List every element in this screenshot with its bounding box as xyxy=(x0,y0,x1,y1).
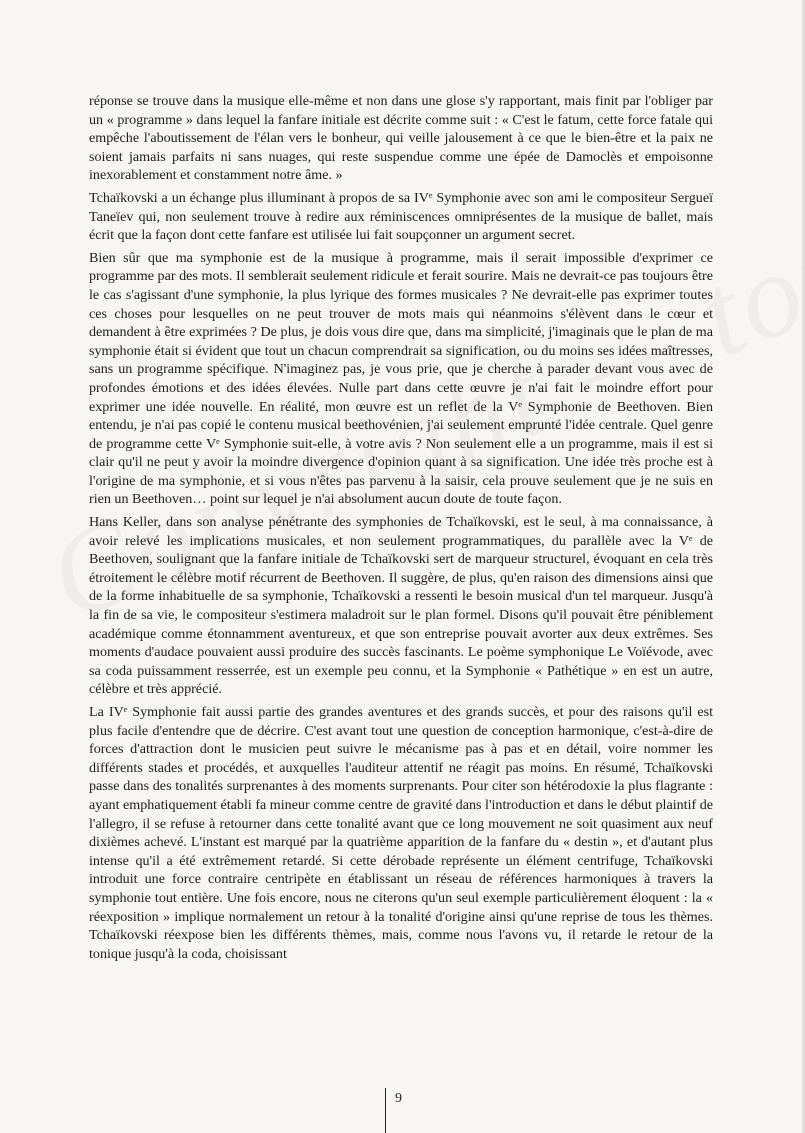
footer-divider xyxy=(385,1088,386,1133)
paragraph-1: réponse se trouve dans la musique elle-même et non dans une glose s'y rapportant, mais finit par l'obliger par un « programme » dans lequel la fanfare initiale est décrite comme suit : « C'est le fatum, cette force fatale qui empêche l'aboutissement de l'élan vers le bonheur, qui veille jalousement à ce que le bien-être et la paix ne soient jamais parfaits ni sans nuages, qui reste suspendue comme une épée de Damoclès et empoisonne inexorablement et constamment notre âme. » xyxy=(89,93,713,184)
body-text xyxy=(89,92,713,967)
paragraph-2: Tchaïkovski a un échange plus illuminant à propos de sa IVᵉ Symphonie avec son ami le compositeur Sergueï Taneïev qui, non seulement trouve à redire aux réminiscences omniprésentes de la musique de ballet, mais écrit que la façon dont cette fanfare est utilisée lui fait soupçonner un argument secret. xyxy=(89,189,713,244)
paragraph-5: La IVᵉ Symphonie fait aussi partie des grandes aventures et des grands succès, et pour des raisons qu'il est plus facile d'entendre que de décrire. C'est avant tout une question de conception harmonique, c'est-à-dire de forces d'attraction dont le musicien peut suivre le mécanisme pas à pas et en détail, voire nommer les différents stades et procédés, et auxquelles l'auditeur attentif ne réagit pas moins. En résumé, Tchaïkovski passe dans des tonalités surprenantes à des moments surprenants. Pour citer son hétérodoxie la plus flagrante : ayant emphatiquement établi fa mineur comme centre de gravité dans l'introduction et dans le début plaintif de l'allegro, il se refuse à retourner dans cette tonalité avant que ce long mouvement ne soit quasiment aux neuf dixièmes achevé. L'instant est marqué par la quatrième apparition de la fanfare du « destin », et d'autant plus intense qu'il a été extrêmement retardé. Si cette dérobade représente un élément centrifuge, Tchaïkovski introduit une force contraire centripète en établissant un réseau de références harmoniques à travers la symphonie tout entière. Une fois encore, nous ne citerons qu'un seul exemple particulièrement éloquent : la « réexposition » implique normalement un retour à la tonalité d'origine ainsi qu'une reprise de tous les thèmes. Tchaïkovski réexpose bien les différents thèmes, mais, comme nous l'avons vu, il retarde le retour de la tonique jusqu'à la coda, choisissant xyxy=(89,704,714,962)
paragraph-4: Hans Keller, dans son analyse pénétrante des symphonies de Tchaïkovski, est le seul, à ma connaissance, à avoir relevé les implications musicales, et non seulement programmatiques, du parallèle avec la Vᵉ de Beethoven, soulignant que la fanfare initiale de Tchaïkovski sert de marqueur structurel, évoquant en cela très étroitement le célèbre motif récurrent de Beethoven. Il suggère, de plus, qu'en raison des dimensions ainsi que de la forme inhabituelle de sa symphonie, Tchaïkovski a ressenti le besoin musical d'un tel marqueur. Jusqu'à la fin de sa vie, le compositeur s'estimera maladroit sur le plan formel. Disons qu'il pouvait être péniblement académique comme étonnamment aventureux, et que son entreprise pouvait avorter aux deux extrêmes. Ses moments d'audace pouvaient aussi produire des succès fascinants. Le poème symphonique Le Voïévode, avec sa coda puissamment resserrée, est un exemple peu connu, et la Symphonie « Pathétique » en est un autre, célèbre et très apprécié. xyxy=(89,514,713,698)
paragraph-3-quotation: Bien sûr que ma symphonie est de la musique à programme, mais il serait impossible d'exprimer ce programme par des mots. Il semblerait seulement ridicule et ferait sourire. Mais ne devrait-ce pas toujours être le cas s'agissant d'une symphonie, la plus lyrique des formes musicales ? Ne devrait-elle pas exprimer toutes ces choses pour lesquelles on ne peut trouver de mots mais qui néanmoins s'élèvent dans le cœur et demandent à être exprimées ? De plus, je dois vous dire que, dans ma simplicité, j'imaginais que le plan de ma symphonie était si évident que tout un chacun comprendrait sa signification, ou du moins ses idées maîtresses, sans un programme spécifique. N'imaginez pas, je vous prie, que je cherche à parader devant vous avec de profondes émotions et des idées élevées. Nulle part dans cette œuvre je n'ai fait le moindre effort pour exprimer une idée nouvelle. En réalité, mon œuvre est un reflet de la Vᵉ Symphonie de Beethoven. Bien entendu, je n'ai pas copié le contenu musical beethovénien, j'ai seulement emprunté l'idée centrale. Quel genre de programme cette Vᵉ Symphonie suit-elle, à votre avis ? Non seulement elle a un programme, mais il est si clair qu'il ne peut y avoir la moindre divergence d'opinion quant à sa signification. Une idée très proche est à l'origine de ma symphonie, et si vous n'êtes pas parvenu à la saisir, cela prouve seulement que je ne suis en rien un Beethoven… point sur lequel je n'ai absolument aucun doute de toute façon. xyxy=(89,249,713,508)
page-number: 9 xyxy=(395,1091,402,1106)
